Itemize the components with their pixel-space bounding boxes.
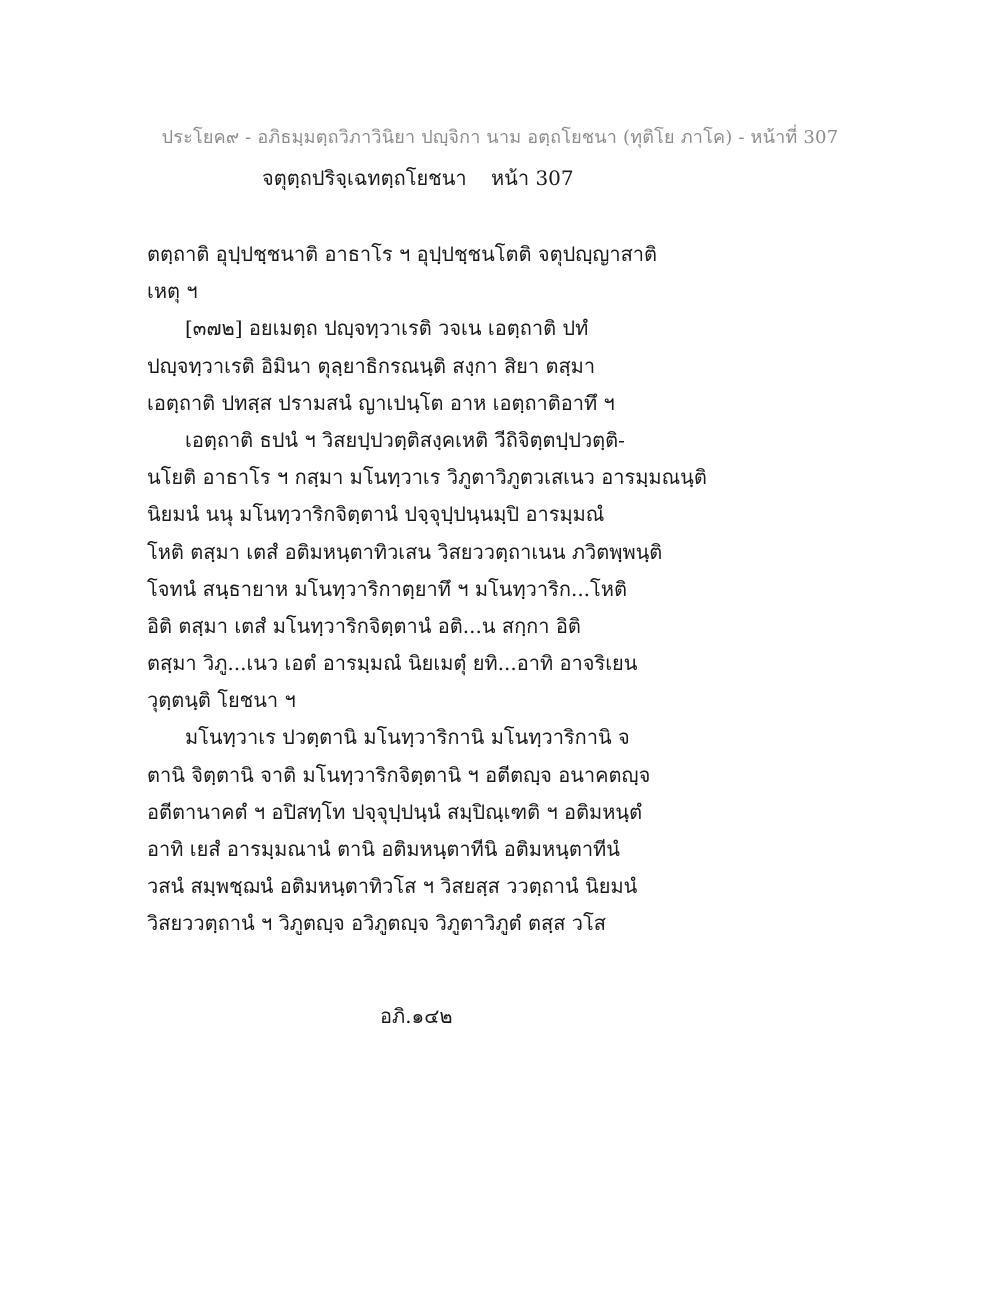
text-line: ตสฺมา วิภู...เนว เอตํ อารมฺมณํ นิยเมตุํ ยทิ...อาทิ อาจริเยน (147, 651, 638, 676)
text-line: วิสยววตฺถานํ ฯ วิภูตญฺจ อวิภูตญฺจ วิภูตาวิภูตํ ตสฺส วโส (147, 911, 606, 936)
text-line: มโนทฺวาเร ปวตฺตานิ มโนทฺวาริกานิ มโนทฺวาริกานิ จ (185, 725, 630, 750)
text-line: ปญฺจทฺวาเรติ อิมินา ตุลฺยาธิกรณนฺติ สงฺกา สิยา ตสฺมา (147, 353, 596, 378)
text-line: เอตฺถาติ ธปนํ ฯ วิสยปฺปวตฺติสงฺคเหติ วีถิจิตฺตปฺปวตฺติ- (185, 427, 625, 452)
page-heading (262, 162, 574, 194)
body-text (147, 240, 787, 947)
page-number-label: หน้า 307 (491, 166, 574, 190)
running-header: ประโยค๙ - อภิธมฺมตฺถวิภาวินิยา ปญฺจิกา นาม อตฺถโยชนา (ทุติโย ภาโค) - หน้าที่ 307 (161, 127, 839, 148)
text-line: อิติ ตสฺมา เตสํ มโนทฺวาริกจิตฺตานํ อติ...น สกฺกา อิติ (147, 613, 581, 638)
text-line: วสนํ สมฺพชฺฌนํ อติมหนฺตาทิวโส ฯ วิสยสฺส ววตฺถานํ นิยมนํ (147, 874, 638, 899)
text-line: เอตฺถาติ ปทสฺส ปรามสนํ ญาเปนฺโต อาห เอตฺถาติอาทึ ฯ (147, 390, 615, 415)
text-line: นิยมนํ นนุ มโนทฺวาริกจิตฺตานํ ปจฺจุปฺปนฺนมฺปิ อารมฺมณํ (147, 502, 605, 527)
text-line: อตีตานาคตํ ฯ อปิสทฺโท ปจฺจุปฺปนฺนํ สมฺปิณฺเฑติ ฯ อติมหนฺตํ (147, 799, 643, 824)
text-line: ตานิ จิตฺตานิ จาติ มโนทฺวาริกจิตฺตานิ ฯ อตีตญฺจ อนาคตญฺจ (147, 762, 651, 787)
text-line: อาทิ เยสํ อารมฺมณานํ ตานิ อติมหนฺตาทีนิ อติมหนฺตาทีนํ (147, 837, 620, 861)
text-line: ตตฺถาติ อุปฺปชฺชนาติ อาธาโร ฯ อุปฺปชฺชนโตติ จตุปญฺญาสาติ (147, 242, 658, 266)
text-line: โหติ ตสฺมา เตสํ อติมหนฺตาทิวเสน วิสยววตฺถาเนน ภวิตพฺพนฺติ (147, 539, 663, 564)
text-line: โจทนํ สนฺธายาห มโนทฺวาริกาตฺยาทึ ฯ มโนทฺวาริก...โหติ (147, 576, 627, 601)
page-footer-marker: อภิ.๑๔๒ (380, 1004, 453, 1028)
section-title: จตุตฺถปริจฺเฉทตฺถโยชนา (262, 166, 467, 190)
text-line: [๓๗๒] อยเมตฺถ ปญฺจทฺวาเรติ วจเน เอตฺถาติ ปทํ (185, 316, 589, 341)
text-line: วุตฺตนฺติ โยชนา ฯ (147, 688, 296, 713)
text-line: นโยติ อาธาโร ฯ กสฺมา มโนทฺวาเร วิภูตาวิภูตวเสเนว อารมฺมณนฺติ (147, 465, 707, 490)
text-line: เหตุ ฯ (147, 279, 198, 304)
